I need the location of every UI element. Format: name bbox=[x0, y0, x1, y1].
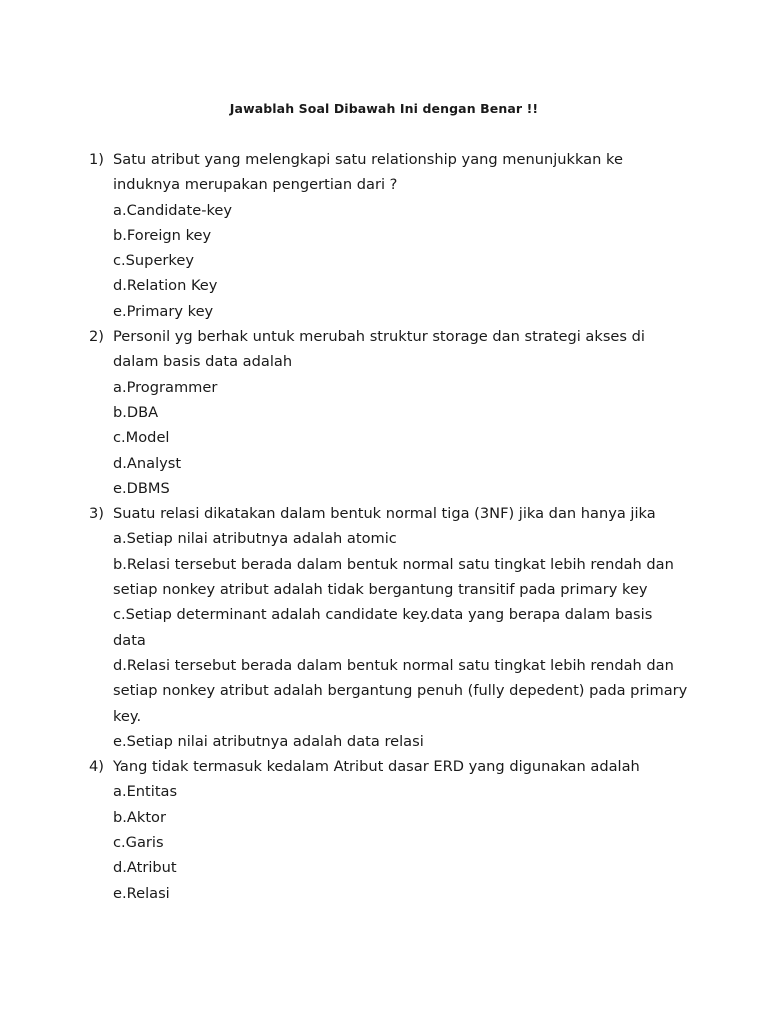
option-d: d.Analyst bbox=[113, 454, 182, 472]
question-text: Suatu relasi dikatakan dalam bentuk normal tiga (3NF) jika dan hanya jika bbox=[113, 505, 656, 523]
question-body bbox=[113, 754, 689, 906]
question-1 bbox=[89, 147, 689, 324]
question-body bbox=[113, 501, 689, 754]
option-c: c.Model bbox=[113, 429, 170, 447]
option-b: b.DBA bbox=[113, 403, 159, 421]
question-body bbox=[113, 324, 689, 501]
option-d: d.Atribut bbox=[113, 859, 177, 877]
option-a: a.Candidate-key bbox=[113, 201, 233, 219]
option-e: e.Setiap nilai atributnya adalah data relasi bbox=[113, 732, 424, 750]
page-title: Jawablah Soal Dibawah Ini dengan Benar !! bbox=[229, 101, 539, 116]
option-a: a.Entitas bbox=[113, 783, 178, 801]
option-a: a.Programmer bbox=[113, 378, 218, 396]
question-2 bbox=[89, 324, 689, 501]
question-number: 4) bbox=[89, 758, 104, 776]
option-c: c.Setiap determinant adalah candidate key.data yang berapa dalam basis data bbox=[113, 606, 653, 649]
question-number: 3) bbox=[89, 505, 104, 523]
question-text: Personil yg berhak untuk merubah struktur storage dan strategi akses di dalam basis data adalah bbox=[113, 328, 645, 371]
option-d: d.Relation Key bbox=[113, 277, 218, 295]
question-text: Yang tidak termasuk kedalam Atribut dasar ERD yang digunakan adalah bbox=[113, 758, 640, 776]
option-b: b.Relasi tersebut berada dalam bentuk normal satu tingkat lebih rendah dan setiap nonkey atribut adalah tidak bergantung transitif pada primary key bbox=[113, 555, 674, 599]
question-3 bbox=[89, 501, 689, 754]
question-number: 1) bbox=[89, 151, 104, 168]
option-d: d.Relasi tersebut berada dalam bentuk normal satu tingkat lebih rendah dan setiap nonkey atribut adalah bergantung penuh (fully depedent) pada primary key. bbox=[113, 656, 688, 725]
question-body bbox=[113, 147, 689, 324]
option-a: a.Setiap nilai atributnya adalah atomic bbox=[113, 530, 397, 548]
option-b: b.Aktor bbox=[113, 808, 166, 826]
option-e: e.DBMS bbox=[113, 479, 170, 497]
option-b: b.Foreign key bbox=[113, 226, 212, 244]
question-4 bbox=[89, 754, 689, 906]
option-e: e.Relasi bbox=[113, 884, 170, 902]
option-c: c.Garis bbox=[113, 834, 164, 852]
question-text: Satu atribut yang melengkapi satu relationship yang menunjukkan ke induknya merupakan pengertian dari ? bbox=[113, 151, 623, 194]
option-c: c.Superkey bbox=[113, 252, 194, 270]
option-e: e.Primary key bbox=[113, 302, 214, 320]
question-number: 2) bbox=[89, 328, 104, 346]
question-list bbox=[89, 147, 689, 906]
